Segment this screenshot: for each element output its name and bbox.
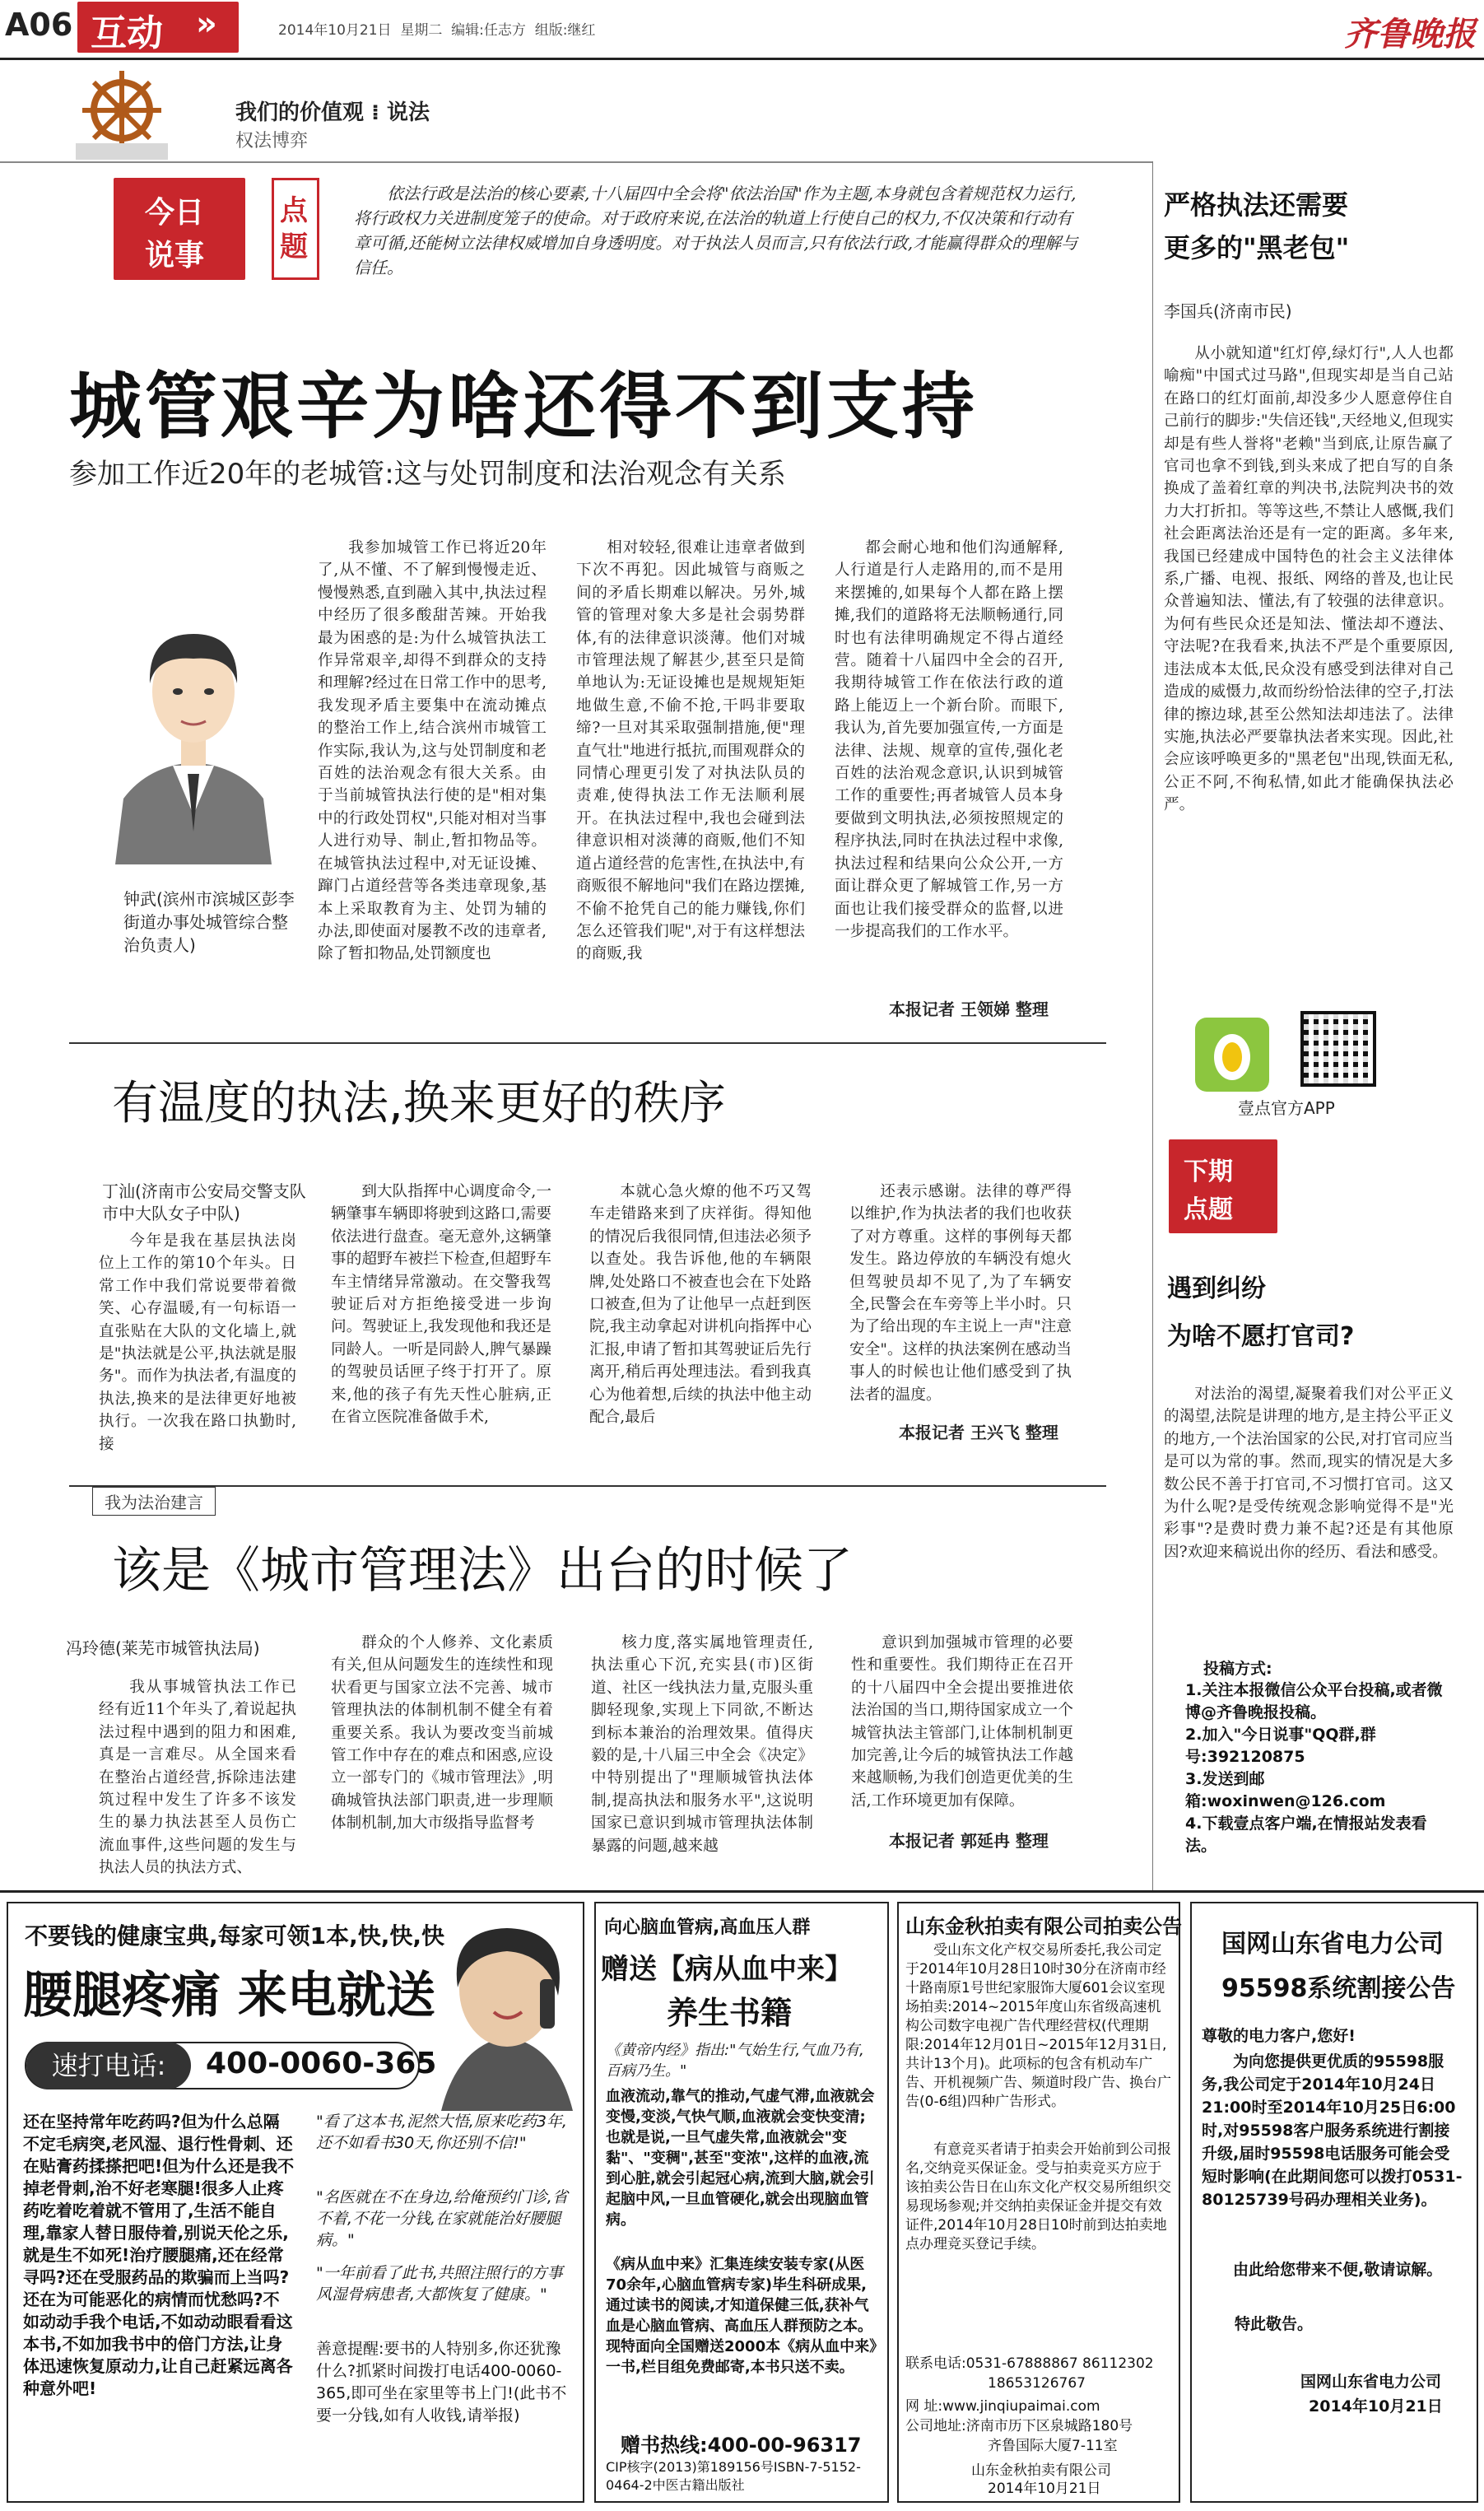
ad1-phone-label: 速打电话:	[26, 2042, 191, 2089]
intro-paragraph: 依法行政是法治的核心要素,十八届四中全会将"依法治国"作为主题,本身就包含着规范权力运行,将行政权力关进制度笼子的使命。对于政府来说,在法治的轨道上行使自己的权力,不仅决策和行动有章可循,还能树立法律权威增加自身透明度。对于执法人员而言,只有依法行政,才能赢得群众的理解与信任。	[354, 184, 1078, 277]
ad2-title1: 赠送【病从血中来】	[601, 1953, 853, 1986]
story2-rule	[69, 1042, 1106, 1044]
wheel-icon	[76, 68, 168, 160]
header-date: 2014年10月21日 星期二 编辑:任志方 组版:继红	[278, 22, 596, 39]
ad4-title: 国网山东省电力公司	[1221, 1930, 1444, 1959]
story2-sign: 本报记者 王兴飞 整理	[899, 1423, 1058, 1442]
story3-col2: 群众的个人修养、文化素质有关,但从问题发生的连续性和现状看更与国家立法不完善、城市管理执法的体制机制不健全有着重要关系。我认为要改变当前城管工作中存在的难点和困惑,应设立一部专门的《城市管理法》,明确城管执法部门职责,进一步理顺体制机制,加大市级指导监督考	[331, 1634, 553, 1833]
ad4-sign: 国网山东省电力公司	[1300, 2373, 1442, 2391]
ad4-title2: 95598系统割接公告	[1221, 1974, 1456, 2003]
contrib-item-2: 2.加入"今日说事"QQ群,群号:392120875	[1185, 1726, 1376, 1766]
next-tag: 下期 点题	[1169, 1139, 1277, 1233]
contrib-item-3: 3.发送到邮箱:woxinwen@126.com	[1185, 1770, 1386, 1810]
story3-col1: 我从事城管执法工作已经有近11个年头了,着说起执法过程中遇到的阻力和困难,真是一言难尽。从全国来看在整治占道经营,拆除违法建筑过程中发生了许多不该发生的暴力执法甚至人员伤亡流血事件,这些问题的发生与执法人员的执法方式、	[99, 1679, 296, 1877]
story1-subtitle: 参加工作近20年的老城管:这与处罚制度和法治观念有关系	[69, 458, 786, 491]
ad3-date: 2014年10月21日	[988, 2481, 1101, 2497]
ad3-body: 受山东文化产权交易所委托,我公司定于2014年10月28日10时30分在济南市经十路南原1号世纪家服饰大厦601会议室现场拍卖:2014~2015年度山东省级高速机构公司数字电视广告代理经营权(代理期限:2014年12月01日~2015年12月31日,共计13个月)。此项标的包含有机动车广告、开机视频广告、频道时段广告、换台广告(0-6组)四种广告形式。	[905, 1942, 1171, 2110]
ad4-body: 为向您提供更优质的95598服务,我公司定于2014年10月24日21:00时至2014年10月25日6:00时,对95598客户服务系统进行割接升级,届时95598电话服务可能会受短时影响(在此期间您可以拨打0531-80125739号码办理相关业务)。	[1202, 2052, 1463, 2209]
ad4-date: 2014年10月21日	[1309, 2397, 1443, 2415]
ad3-addr2: 齐鲁国际大厦7-11室	[988, 2438, 1118, 2454]
story2-col3: 本就心急火燎的他不巧又驾车走错路来到了庆祥街。得知他的情况后我很同情,但违法必须予以查处。我告诉他,他的车辆限牌,处处路口不被查也会在下处路口被查,但为了让他早一点赶到医院,我主动拿起对讲机向指挥中心汇报,申请了暂扣其驾驶证后先行离开,稍后再处理违法。看到我真心为他着想,后续的执法中他主动配合,最后	[589, 1183, 812, 1427]
today-tag: 今日 说事	[114, 178, 245, 280]
ad3-tel2: 18653126767	[988, 2375, 1086, 2392]
ad3-title: 山东金秋拍卖有限公司拍卖公告	[905, 1915, 1182, 1938]
ad1-notice: 善意提醒:要书的人特别多,你还犹豫什么?抓紧时间拨打电话400-0060-365,即可坐在家里等书上门!(此书不要一分钱,如有人收钱,请举报)	[316, 2340, 567, 2425]
sidebar-byline: 李国兵(济南市民)	[1164, 301, 1292, 321]
story3-col4: 意识到加强城市管理的必要性和重要性。我们期待正在召开的十八届四中全会提出要推进依法治国的当口,期待国家成立一个城管执法主管部门,让体制机制更加完善,让今后的城管执法工作越来越顺畅,为我们创造更优美的生活,工作环境更加有保障。	[851, 1634, 1073, 1810]
ad3-addr: 公司地址:济南市历下区泉城路180号	[905, 2418, 1133, 2434]
ad1-quote-3: "一年前看了此书,共照注照行的方事风湿骨病患者,大都恢复了健康。"	[316, 2264, 563, 2304]
ad1-quote-2: "名医就在不在身边,给俺预约门诊,省不着,不花一分钱,在家就能治好腰腿病。"	[316, 2188, 568, 2249]
story1-title: 城管艰辛为啥还得不到支持	[69, 364, 979, 449]
woman-photo	[425, 1913, 581, 2111]
contrib-head: 投稿方式:	[1203, 1660, 1272, 1678]
story2-col2: 到大队指挥中心调度命令,一辆肇事车辆即将驶到这路口,需要依法进行盘查。毫无意外,这辆肇事的超野车被拦下检查,但超野车车主情绪异常激动。在交警我驾驶证后对方拒绝接受进一步询问。驾驶证上,我发现他和我还是同龄人。一听是同龄人,脾气暴躁的驾驶员话匣子终于打开了。原来,他的孩子有先天性心脏病,正在省立医院准备做手术,	[331, 1183, 551, 1427]
ad1-title: 腰腿疼痛 来电就送	[23, 1967, 435, 2024]
ads-rule	[0, 1890, 1484, 1893]
point-label-2: 题	[280, 231, 308, 263]
section-arrow-icon: »	[196, 5, 217, 43]
ad4-sorry: 由此给您带来不便,敬请谅解。	[1233, 2261, 1443, 2279]
story2-col1: 今年是我在基层执法岗位上工作的第10个年头。日常工作中我们常说要带着微笑、心存温暖,有一句标语一直张贴在大队的文化墙上,就是"执法就是公平,执法就是服务"。而作为执法者,有温度的执法,换来的是法律更好地被执行。一次我在路口执勤时,接	[99, 1232, 296, 1453]
header-underline	[0, 161, 1152, 163]
ad1-body: 还在坚持常年吃药吗?但为什么总隔不定毛病突,老风湿、退行性骨刺、还在贴膏药揉搽把吧!但为什么还是我不掉老骨刺,治不好老寒腿!很多人止疼药吃着吃着就不管用了,生活不能自理,靠家人替日服侍着,别说天伦之乐,就是生不如死!治疗腰腿痛,还在经常寻吗?还在受服药品的欺骗而上当吗?还在为可能恶化的病情而忧愁吗?不如动动手我个电话,不如动动眼看看这本书,不如加我书中的倍门方法,让身体迅速恢复原动力,让自己赶紧远离各种意外吧!	[23, 2112, 295, 2398]
app-logo-icon	[1195, 1018, 1269, 1092]
ad2-hotline: 赠书热线:400-00-96317	[621, 2434, 862, 2457]
ad3-sign: 山东金秋拍卖有限公司	[971, 2462, 1111, 2479]
next-body: 对法治的渴望,凝聚着我们对公平正义的渴望,法院是讲理的地方,是主持公平正义的地方,一个法治国家的公民,对打官司应当是可以为常的事。然而,现实的情况是大多数公民不善于打官司,不习惯打官司。这又为什么呢?是受传统观念影响觉得不是"光彩事"?是费时费力兼不起?还是有其他原因?欢迎来稿说出你的经历、看法和感受。	[1164, 1386, 1454, 1561]
ad2-top: 向心脑血管病,高血压人群	[604, 1917, 811, 1938]
sidebar-title-1: 严格执法还需要	[1164, 189, 1349, 221]
ad1-quote-1: "看了这本书,泥然大悟,原来吃药3年,还不如看书30天,你还别不信!"	[316, 2113, 567, 2152]
ad4-thanks: 特此敬告。	[1235, 2315, 1314, 2333]
next-title-1: 遇到纠纷	[1167, 1274, 1266, 1303]
story3-kicker: 我为法治建言	[92, 1487, 216, 1516]
contrib-item-1: 1.关注本报微信公众平台投稿,或者微博@齐鲁晚报投稿。	[1185, 1681, 1443, 1721]
page-number: A06	[5, 7, 73, 43]
ad4-greet: 尊敬的电力客户,您好!	[1202, 2027, 1356, 2045]
ad2-body2: 《病从血中来》汇集连续安装专家(从医70余年,心脑血管病专家)毕生科研成果,通过读书的阅读,才知道保健三低,获补气血是心脑血管病、高血压人群预防之本。现特面向全国赠送2000本《病从血中来》一书,栏目组免费邮寄,本书只送不卖。	[606, 2256, 877, 2376]
ad1-phone: 400-0060-365	[206, 2047, 437, 2080]
sidebar-title-2: 更多的"黑老包"	[1164, 232, 1350, 263]
story2-col4: 还表示感谢。法律的尊严得以维护,作为执法者的我们也收获了对方尊重。这样的事例每天都发生。路边停放的车辆没有熄火但驾驶员却不见了,为了车辆安全,民警会在车旁等上半小时。只为了给出现的车主说上一声"注意安全"。这样的执法案例在感动当事人的时候也让他们感受到了执法者的温度。	[849, 1183, 1072, 1404]
ad2-quote: 《黄帝内经》指出:"气始生行,气血乃有,百病乃生。"	[606, 2042, 864, 2080]
ad1-top: 不要钱的健康宝典,每家可领1本,快,快,快	[25, 1922, 445, 1950]
sidebar-divider	[1152, 161, 1153, 1890]
ad2-body: 血液流动,靠气的推动,气虚气滞,血液就会变慢,变淡,气快气顺,血液就会变快变清;也就是说,一旦气虚失常,血液就会"变黏"、"变稠",甚至"变浓",这样的血液,流到心脏,就会引起冠心病,流到大脑,就会引起脑中风,一旦血管硬化,就会出现脑血管病。	[606, 2088, 875, 2229]
story1-sign: 本报记者 王领娣 整理	[889, 999, 1049, 1019]
paper-logo: 齐鲁晚报	[1344, 15, 1476, 54]
ad2-cip: CIP核字(2013)第189156号ISBN-7-5152-0464-2中医古籍出版社	[606, 2459, 861, 2493]
story2-title: 有温度的执法,换来更好的秩序	[112, 1077, 726, 1130]
point-label-1: 点	[280, 194, 308, 227]
ad2-title2: 养生书籍	[667, 1995, 793, 2031]
story3-byline: 冯玲德(莱芜市城管执法局)	[66, 1638, 260, 1658]
next-title-2: 为啥不愿打官司?	[1167, 1322, 1355, 1351]
story1-col3: 都会耐心地和他们沟通解释,人行道是行人走路用的,而不是用来摆摊的,如果每个人都在路上摆摊,我们的道路将无法顺畅通行,同时也有法律明确规定不得占道经营。随着十八届四中全会的召开,我期待城管工作在依法行政的道路上能迈上一个新台阶。而眼下,我认为,首先要加强宣传,一方面是法律、法规、规章的宣传,强化老百姓的法治观念意识,认识到城管工作的重要性;再者城管人员本身要做到文明执法,必须按照规定的程序执法,同时在执法过程中求像,执法过程和结果向公众公开,一方面让群众更了解城管工作,另一方面也让我们接受群众的监督,以进一步提高我们的工作水平。	[835, 539, 1063, 940]
qr-code-overlay	[1304, 1014, 1373, 1083]
person-illustration	[99, 601, 288, 864]
header-rule	[0, 58, 1484, 60]
story3-sign: 本报记者 郭延冉 整理	[889, 1831, 1049, 1851]
story1-caption: 钟武(滨州市滨城区彭李街道办事处城管综合整治负责人)	[123, 889, 295, 955]
story3-title: 该是《城市管理法》出台的时候了	[112, 1542, 853, 1600]
story3-col3: 核力度,落实属地管理责任,执法重心下沉,充实县(市)区街道、社区一线执法力量,克服头重脚轻现象,实现上下同欲,不断达到标本兼治的治理效果。值得庆毅的是,十八届三中全会《决定》中特别提出了"理顺城管执法体制,提高执法和服务水平",这说明国家已意识到城市管理执法体制暴露的问题,越来越	[591, 1634, 813, 1855]
story2-byline: 丁汕(济南市公安局交警支队市中大队女子中队)	[102, 1181, 306, 1223]
contrib-item-4: 4.下载壹点客户端,在情报站发表看法。	[1185, 1815, 1427, 1855]
section-title: 互动	[91, 12, 163, 54]
story3-rule	[69, 1485, 1106, 1487]
story1-col1: 我参加城管工作已将近20年了,从不懂、不了解到慢慢走近、慢慢熟悉,直到融入其中,执法过程中经历了很多酸甜苦辣。开始我最为困惑的是:为什么城管执法工作异常艰辛,却得不到群众的支持和理解?经过在日常工作中的思考,我发现矛盾主要集中在流动摊点的整治工作上,结合滨州市城管工作实际,我认为,这与处罚制度和老百姓的法治观念有很大关系。由于当前城管执法行使的是"相对集中的行政处罚权",只能对相对当事人进行劝导、制止,暂扣物品等。在城管执法过程中,对无证设摊、蹿门占道经营等各类违章现象,基本上采取教育为主、处罚为辅的办法,即使面对屡教不改的违章者,除了暂扣物品,处罚额度也	[318, 539, 547, 963]
column-subtitle: 权法博弈	[235, 131, 309, 151]
sidebar-body: 从小就知道"红灯停,绿灯行",人人也都喻痴"中国式过马路",但现实却是当自己站在路口的红灯面前,却没多少人愿意停住自己前行的脚步:"失信还钱",天经地义,但现实却是有些人誉将"老赖"当到底,让原告赢了官司也拿不到钱,到头来成了把自写的自条换成了盖着红章的判决书,法院判决书的效力大打折扣。等等这些,不禁让人感慨,我们社会距离法治还是有一定的距离。多年来,我国已经建成中国特色的社会主义法律体系,广播、电视、报纸、网络的普及,也让民众普遍知法、懂法,有了较强的法律意识。为何有些民众还是知法、懂法却不遵法、守法呢?在我看来,执法不严是个重要原因,违法成本太低,民众没有感受到法律对自己造成的威慑力,故而纷纷恰法律的空子,打法律的擦边球,甚至公然知法却违法了。法律实施,执法必严要靠执法者来实现。因此,社会应该呼唤更多的"黑老包"出现,铁面无私,公正不阿,不徇私情,如此才能确保执法必严。	[1164, 345, 1454, 814]
column-title: 我们的价值观 ⁞ 说法	[235, 100, 430, 125]
ad3-body2: 有意竞买者请于拍卖会开始前到公司报名,交纳竞买保证金。受与拍卖竞买方应于该拍卖公告日在山东文化产权交易所组织交易现场参观;并交纳拍卖保证金并提交有效证件,2014年10月28日10时前到达拍卖地点办理竞买登记手续。	[905, 2141, 1171, 2252]
ad3-tel: 联系电话:0531-67888867 86112302	[905, 2355, 1154, 2372]
ad3-web: 网 址:www.jinqiupaimai.com	[905, 2398, 1100, 2415]
app-label: 壹点官方APP	[1238, 1098, 1335, 1118]
story1-col2: 相对较轻,很难让违章者做到下次不再犯。因此城管与商贩之间的矛盾长期难以解决。另外,城管的管理对象大多是社会弱势群体,有的法律意识淡薄。他们对城市管理法规了解甚少,甚至只是简单地认为:无证设摊也是规规矩矩地做生意,不偷不抢,干吗非要取缔?一旦对其采取强制措施,便"理直气壮"地进行抵抗,而围观群众的同情心理更引发了对执法队员的责难,使得执法工作无法顺利展开。在执法过程中,我也会碰到法律意识相对淡薄的商贩,他们不知道占道经营的危害性,在执法中,有商贩很不解地问"我们在路边摆摊,不偷不抢凭自己的能力赚钱,你们怎么还管我们呢",对于有这样想法的商贩,我	[576, 539, 805, 963]
